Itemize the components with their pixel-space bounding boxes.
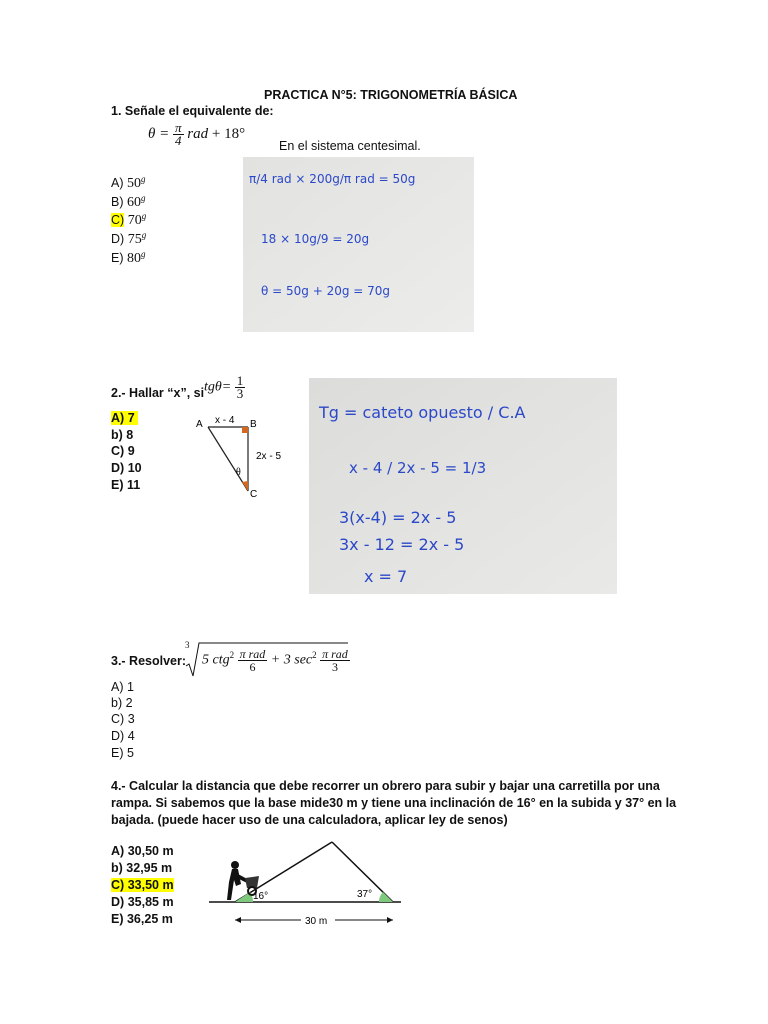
right-angle-marker	[242, 427, 248, 433]
page-title: PRACTICA N°5: TRIGONOMETRÍA BÁSICA	[264, 88, 518, 102]
q3-option-e: E) 5	[111, 746, 134, 760]
q1-option-b: B) 60$^g$	[111, 193, 146, 211]
vertex-c-label: C	[250, 489, 258, 500]
right-angle-label: 37°	[357, 889, 373, 900]
q3-fraction-2	[320, 648, 350, 673]
q1-fraction-den: 4	[175, 133, 182, 148]
q2-hw-line-3: 3(x-4) = 2x - 5	[339, 508, 457, 527]
exp-1: 2	[229, 650, 235, 661]
vertex-a-label: A	[196, 419, 203, 430]
q2-fraction-num: 1	[236, 373, 244, 388]
q2-hw-line-1: Tg = cateto opuesto / C.A	[319, 403, 526, 422]
q4-option-a: A) 30,50 m	[111, 844, 174, 858]
q4-prompt-line-1: 4.- Calcular la distancia que debe recorrer un obrero para subir y bajar una carretilla por una	[111, 779, 660, 793]
term-ctg: 5 ctg	[202, 652, 230, 668]
q1-hw-line-2: 18 × 10g/9 = 20g	[261, 232, 370, 246]
exp-2: 2	[312, 650, 317, 661]
q3-frac1-den: 6	[249, 660, 256, 674]
q1-formula-plus: + 18°	[211, 125, 246, 142]
q2-option-d: D) 10	[111, 461, 142, 475]
q1-formula-rad: rad	[187, 125, 209, 142]
q3-option-b: b) 2	[111, 696, 133, 710]
q2-option-b: b) 8	[111, 428, 134, 442]
q1-option-e: E) 80$^g$	[111, 249, 146, 267]
q3-frac1-num: π rad	[239, 647, 266, 661]
q2-triangle-figure	[190, 412, 296, 504]
q1-prompt: 1. Señale el equivalente de:	[111, 104, 274, 118]
q2-option-c: C) 9	[111, 444, 135, 458]
q1-option-a: A) 50$^g$	[111, 174, 146, 192]
answer-highlight: A) 7	[111, 411, 138, 425]
left-angle-label: 16°	[253, 891, 269, 902]
q3-frac2-den: 3	[331, 660, 338, 674]
q1-hw-line-3: θ = 50g + 20g = 70g	[261, 284, 391, 298]
q2-solution-photo	[309, 378, 617, 594]
q3-prompt: 3.- Resolver:	[111, 654, 187, 668]
radical-index: 3	[185, 640, 190, 650]
q4-option-b: b) 32,95 m	[111, 861, 173, 875]
q1-formula	[148, 122, 245, 147]
q4-option-e: E) 36,25 m	[111, 912, 173, 926]
q1-fraction	[173, 122, 184, 147]
q2-formula	[204, 375, 245, 400]
q1-formula-lhs: θ =	[148, 125, 170, 142]
q1-fraction-num: π	[175, 120, 182, 135]
side-right-label: 2x - 5	[256, 451, 282, 462]
q3-option-a: A) 1	[111, 680, 134, 694]
q1-solution-photo	[243, 157, 474, 332]
q4-option-d: D) 35,85 m	[111, 895, 174, 909]
radicand	[202, 648, 350, 673]
q1-suffix: En el sistema centesimal.	[279, 139, 421, 153]
q2-prompt: 2.- Hallar “x”, si	[111, 386, 205, 400]
q3-frac2-num: π rad	[322, 647, 348, 661]
q4-ramp-figure	[205, 836, 405, 928]
q1-option-d: D) 75$^g$	[111, 230, 147, 248]
angle-theta-label: θ	[236, 467, 241, 478]
answer-highlight: C)	[111, 213, 125, 228]
q4-option-c	[111, 876, 174, 894]
q3-option-c: C) 3	[111, 712, 135, 726]
angle-37-marker	[379, 892, 393, 902]
q2-option-a	[111, 409, 138, 427]
q4-prompt-line-2: rampa. Si sabemos que la base mide30 m y tiene una inclinación de 16° en la subida y 37° en la	[111, 796, 677, 810]
q2-hw-line-4: 3x - 12 = 2x - 5	[339, 535, 465, 554]
q3-option-d: D) 4	[111, 729, 135, 743]
worker-icon	[227, 861, 259, 900]
q2-option-e: E) 11	[111, 478, 141, 492]
q2-fraction-den: 3	[236, 386, 244, 401]
q4-prompt-line-3: bajada. (puede hacer uso de una calculadora, aplicar ley de senos)	[111, 813, 508, 827]
q3-fraction-1	[238, 648, 268, 673]
q2-hw-line-2: x - 4 / 2x - 5 = 1/3	[349, 459, 487, 477]
side-top-label: x - 4	[215, 415, 235, 426]
q1-hw-line-1: π/4 rad × 200g/π rad = 50g	[249, 172, 416, 186]
term-sec: + 3 sec	[270, 652, 313, 668]
answer-highlight: C) 33,50 m	[111, 878, 174, 892]
q2-fraction	[235, 375, 246, 400]
angle-marker	[242, 481, 248, 491]
vertex-b-label: B	[250, 419, 257, 430]
q2-hw-line-5: x = 7	[364, 567, 408, 586]
q1-option-c: C) 70$^g$	[111, 211, 147, 229]
base-length-label: 30 m	[305, 916, 328, 927]
q2-formula-lhs: tgθ=	[204, 379, 232, 395]
